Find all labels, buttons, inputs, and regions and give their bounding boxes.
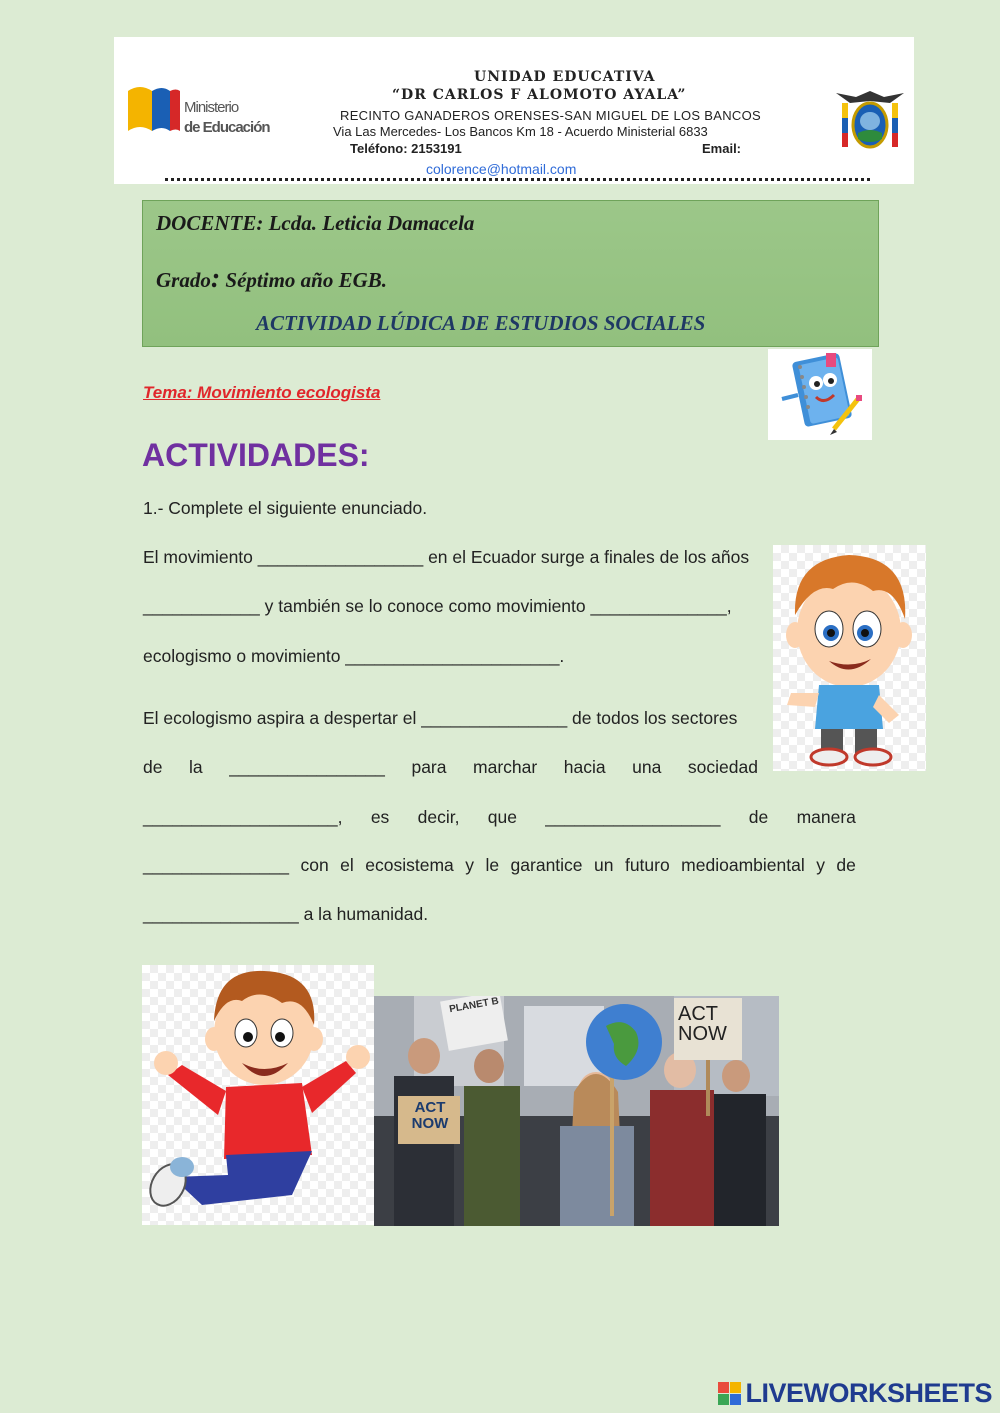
school-header — [114, 37, 914, 184]
word: decir, — [417, 807, 460, 827]
actividad-heading: ACTIVIDAD LÚDICA DE ESTUDIOS SOCIALES — [256, 311, 706, 335]
blank: ____________________, — [143, 807, 343, 827]
protest-photo — [374, 996, 779, 1226]
word: es — [370, 807, 390, 827]
word: futuro — [624, 855, 670, 875]
liveworksheets-text: LIVEWORKSHEETS — [745, 1378, 992, 1408]
grado-label: Grado — [156, 268, 211, 292]
notebook-icon — [768, 349, 872, 440]
act-now-sign-right — [678, 1004, 727, 1044]
word: ecosistema — [365, 855, 454, 875]
instruction-text: 1.- Complete el siguiente enunciado. — [143, 498, 428, 518]
word: de — [748, 807, 769, 827]
boy-thumbs-up-clipart — [773, 545, 926, 771]
ministry-name-line1: Ministerio — [184, 99, 239, 116]
email-link[interactable]: colorence@hotmail.com — [426, 161, 577, 177]
school-line1: UNIDAD EDUCATIVA — [474, 69, 656, 85]
act-now-sign-right-word1: ACT — [678, 1003, 718, 1025]
grado-colon: : — [210, 263, 221, 294]
boy-thumbs-up-icon — [773, 545, 926, 771]
actividades-title: ACTIVIDADES: — [142, 437, 370, 473]
paragraph2-line4 — [143, 855, 856, 876]
word: marchar — [473, 757, 538, 777]
word: hacia — [563, 757, 606, 777]
paragraph2-line3 — [143, 807, 856, 828]
word: una — [632, 757, 662, 777]
paragraph2-line1: El ecologismo aspira a despertar el _______________ de todos los sectores — [143, 708, 738, 728]
word: garantice — [510, 855, 583, 875]
word: un — [594, 855, 614, 875]
phone-text: Teléfono: 2153191 — [350, 141, 462, 156]
liveworksheets-logo[interactable] — [718, 1378, 992, 1409]
word: de — [143, 757, 163, 777]
word: medioambiental — [681, 855, 805, 875]
paragraph1-line2: ____________ y también se lo conoce como movimiento ______________, — [143, 596, 732, 616]
address-line1: RECINTO GANADEROS ORENSES-SAN MIGUEL DE LOS BANCOS — [340, 108, 761, 123]
grado-value: Séptimo año EGB. — [220, 268, 388, 292]
jumping-boy-clipart — [142, 965, 374, 1225]
paragraph1-line1: El movimiento _________________ en el Ecuador surge a finales de los años — [143, 547, 750, 567]
word: de — [836, 855, 856, 875]
act-now-sign-right-word2: NOW — [678, 1023, 727, 1045]
word: con — [300, 855, 329, 875]
blank: ________________ — [229, 757, 385, 777]
blank: __________________ — [545, 807, 721, 827]
word: le — [485, 855, 500, 875]
info-box — [142, 200, 879, 347]
word: que — [487, 807, 517, 827]
tema-text: Tema: Movimiento ecologista — [143, 383, 381, 402]
school-line2: “DR CARLOS F ALOMOTO AYALA” — [392, 87, 687, 103]
word: el — [340, 855, 354, 875]
grado-text — [156, 263, 387, 295]
paragraph1-line3: ecologismo o movimiento ______________________. — [143, 646, 565, 666]
word: sociedad — [687, 757, 758, 777]
planet-b-sign: PLANET B — [448, 996, 500, 1016]
docente-text: DOCENTE: Lcda. Leticia Damacela — [156, 211, 475, 235]
word: la — [189, 757, 203, 777]
word: y — [816, 855, 825, 875]
jumping-boy-icon — [142, 965, 374, 1225]
blank: _______________ — [143, 855, 289, 875]
email-label: Email: — [702, 141, 742, 156]
word: manera — [796, 807, 856, 827]
word: y — [465, 855, 474, 875]
header-divider — [165, 178, 870, 181]
paragraph2-line5: ________________ a la humanidad. — [143, 904, 429, 924]
ministry-name-line2: de Educación — [184, 119, 270, 136]
paragraph2-line2 — [143, 757, 758, 778]
notebook-clipart — [768, 349, 872, 440]
act-now-sign-left: ACT NOW — [411, 1099, 449, 1132]
coat-of-arms-icon — [832, 87, 908, 151]
liveworksheets-mark-icon — [718, 1382, 741, 1405]
ministry-logo-icon — [126, 83, 182, 139]
address-line2: Via Las Mercedes- Los Bancos Km 18 - Acuerdo Ministerial 6833 — [333, 124, 708, 139]
word: para — [411, 757, 447, 777]
